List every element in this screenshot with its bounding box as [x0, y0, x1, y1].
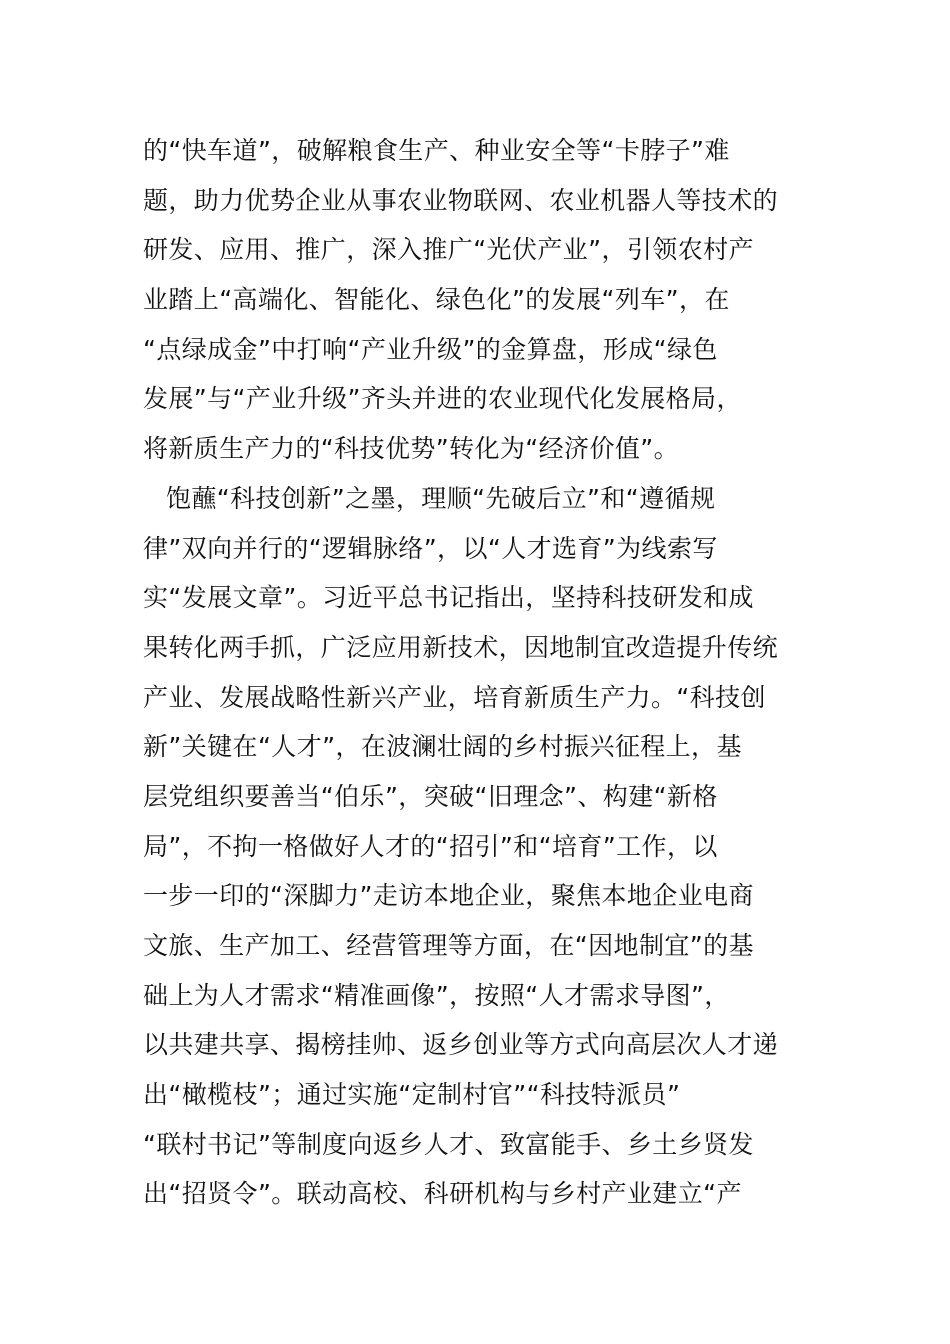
paragraph-line: 础上为人才需求“精准画像”，按照“人才需求导图”， [143, 980, 730, 1010]
paragraph-line: 产业、发展战略性新兴产业，培育新质生产力。“科技创 [143, 682, 766, 712]
paragraph-line: 出“橄榄枝”；通过实施“定制村官”“科技特派员” [143, 1080, 681, 1110]
paragraph-line: “联村书记”等制度向返乡人才、致富能手、乡土乡贤发 [143, 1129, 754, 1159]
paragraph-line: 实“发展文章”。习近平总书记指出，坚持科技研发和成 [143, 583, 754, 613]
paragraph-line: “点绿成金”中打响“产业升级”的金算盘，形成“绿色 [143, 334, 718, 364]
paragraph-line: 局”，不拘一格做好人才的“招引”和“培育”工作，以 [143, 831, 718, 861]
paragraph-2 [143, 474, 813, 1219]
paragraph-line: 业踏上“高端化、智能化、绿色化”的发展“列车”，在 [143, 285, 730, 315]
paragraph-line: 律”双向并行的“逻辑脉络”，以“人才选育”为线索写 [143, 533, 718, 563]
paragraph-line: 出“招贤令”。联动高校、科研机构与乡村产业建立“产 [143, 1179, 742, 1209]
paragraph-line: 文旅、生产加工、经营管理等方面，在“因地制宜”的基 [143, 931, 754, 960]
paragraph-line: 一步一印的“深脚力”走访本地企业，聚焦本地企业电商 [143, 881, 754, 911]
paragraph-line: 新”关键在“人才”，在波澜壮阔的乡村振兴征程上，基 [143, 732, 742, 762]
paragraph-line: 题，助力优势企业从事农业物联网、农业机器人等技术的 [143, 185, 779, 215]
paragraph-line: 将新质生产力的“科技优势”转化为“经济价值”。 [143, 434, 680, 464]
paragraph-line: 研发、应用、推广，深入推广“光伏产业”，引领农村产 [143, 235, 754, 265]
paragraph-1 [143, 126, 813, 474]
paragraph-line: 发展”与“产业升级”齐头并进的农业现代化发展格局， [143, 384, 742, 414]
paragraph-line: 果转化两手抓，广泛应用新技术，因地制宜改造提升传统 [143, 632, 779, 662]
paragraph-line: 饱蘸“科技创新”之墨，理顺“先破后立”和“遵循规 [166, 483, 716, 513]
paragraph-line: 层党组织要善当“伯乐”，突破“旧理念”、构建“新格 [143, 781, 718, 811]
paragraph-line: 的“快车道”，破解粮食生产、种业安全等“卡脖子”难 [143, 136, 730, 165]
body-text [143, 126, 813, 1219]
paragraph-line: 以共建共享、揭榜挂帅、返乡创业等方式向高层次人才递 [143, 1030, 779, 1060]
